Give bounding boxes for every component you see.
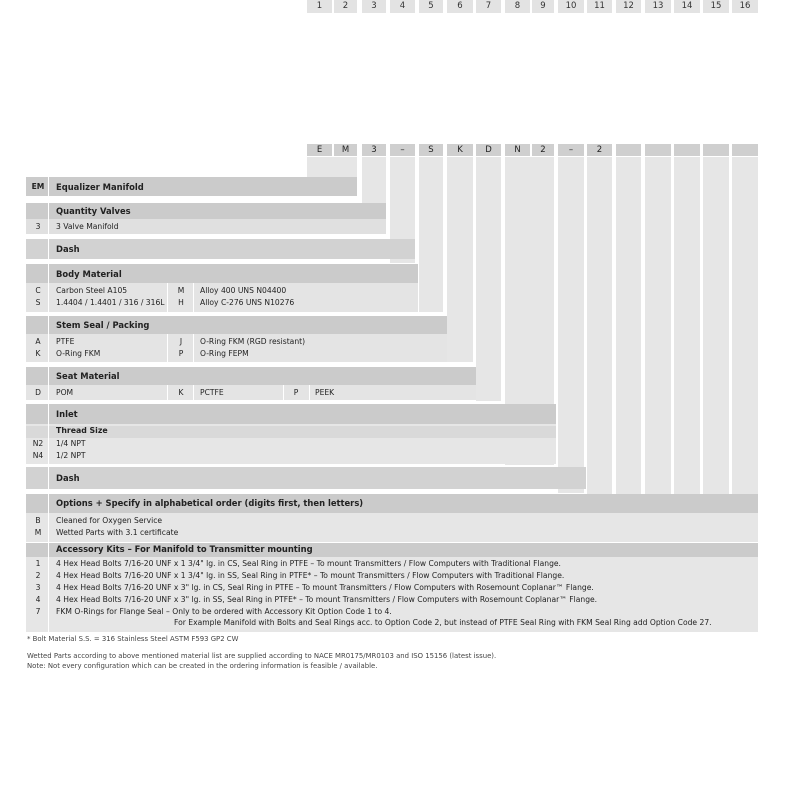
- stem-label-fepm: O-Ring FEPM: [200, 349, 249, 358]
- leader-pos-11: [587, 157, 612, 495]
- dash-2-title: Dash: [56, 473, 80, 483]
- code-column-divider: [48, 177, 49, 632]
- footnote-wetted-parts: Wetted Parts according to above mentioned material list are supplied according to NACE MR0175/MR0103 and ISO 15156 (latest issue).: [27, 652, 497, 660]
- accessory-code-2: 2: [35, 571, 41, 580]
- accessory-code-7: 7: [35, 607, 41, 616]
- stem-code-j: J: [179, 337, 183, 346]
- seat-column-divider-1: [167, 385, 168, 400]
- accessory-label-1: 4 Hex Head Bolts 7/16-20 UNF x 1 3/4" lg. in CS, Seal Ring in PTFE – To mount Transmitters / Flow Computers with Traditional Flange.: [56, 559, 561, 568]
- body-label-c276: Alloy C-276 UNS N10276: [200, 298, 295, 307]
- position-3-header: 3: [362, 0, 386, 13]
- code-box-2: M: [334, 144, 357, 156]
- thread-size-title: Thread Size: [56, 426, 108, 435]
- section-dash-1: [26, 239, 415, 259]
- accessory-code-3: 3: [35, 583, 41, 592]
- code-box-12: [616, 144, 641, 156]
- code-box-9: 2: [532, 144, 554, 156]
- position-12-header: 12: [616, 0, 641, 13]
- body-code-s: S: [35, 298, 41, 307]
- position-11-header: 11: [587, 0, 612, 13]
- leader-pos-16: [732, 157, 758, 495]
- code-box-14: [674, 144, 700, 156]
- stem-column-divider-2: [193, 334, 194, 362]
- accessory-code-1: 1: [35, 559, 41, 568]
- equalizer-code: EM: [31, 182, 45, 191]
- seat-code-d: D: [35, 388, 41, 397]
- footnote-note: Note: Not every configuration which can be created in the ordering information is feasible / available.: [27, 662, 378, 670]
- seat-code-k: K: [178, 388, 184, 397]
- seat-label-peek: PEEK: [315, 388, 335, 397]
- options-label-certificate: Wetted Parts with 3.1 certificate: [56, 528, 179, 537]
- stem-label-fkm: O-Ring FKM: [56, 349, 101, 358]
- accessory-label-2: 4 Hex Head Bolts 7/16-20 UNF x 1 3/4" lg. in SS, Seal Ring in PTFE* – To mount Transmitters / Flow Computers with Traditional Flange.: [56, 571, 565, 580]
- code-box-3: 3: [362, 144, 386, 156]
- leader-pos-7: [476, 157, 501, 401]
- inlet-header-band: [26, 404, 556, 424]
- seat-column-divider-4: [309, 385, 310, 400]
- position-6-header: 6: [447, 0, 473, 13]
- position-2-header: 2: [334, 0, 357, 13]
- stem-title: Stem Seal / Packing: [56, 320, 150, 330]
- quantity-code: 3: [35, 222, 41, 231]
- stem-code-a: A: [35, 337, 41, 346]
- seat-code-p: P: [293, 388, 299, 397]
- position-7-header: 7: [476, 0, 501, 13]
- code-box-8: N: [505, 144, 530, 156]
- quantity-label: 3 Valve Manifold: [56, 222, 119, 231]
- options-code-m: M: [34, 528, 42, 537]
- accessory-label-4: 4 Hex Head Bolts 7/16-20 UNF x 3" lg. in SS, Seal Ring in PTFE* – To mount Transmitters / Flow Computers with Rosemount Coplanar™ Flange.: [56, 595, 598, 604]
- stem-code-p: P: [178, 349, 184, 358]
- body-code-h: H: [178, 298, 184, 307]
- equalizer-title: Equalizer Manifold: [56, 182, 144, 192]
- stem-column-divider: [167, 334, 168, 362]
- inlet-label-half-npt: 1/2 NPT: [56, 451, 86, 460]
- body-column-divider-2: [193, 283, 194, 312]
- footnote-bolt-material: * Bolt Material S.S. = 316 Stainless Steel ASTM F593 GP2 CW: [27, 635, 239, 643]
- accessory-code-4: 4: [35, 595, 41, 604]
- options-title: Options + Specify in alphabetical order (digits first, then letters): [56, 498, 364, 508]
- options-code-b: B: [35, 516, 41, 525]
- leader-pos-12: [616, 157, 641, 495]
- inlet-code-n2: N2: [32, 439, 44, 448]
- body-title: Body Material: [56, 269, 122, 279]
- accessory-label-7: FKM O-Rings for Flange Seal – Only to be ordered with Accessory Kit Option Code 1 to 4.: [56, 607, 392, 616]
- body-column-divider: [167, 283, 168, 312]
- section-dash-2: [26, 467, 586, 489]
- stem-code-k: K: [35, 349, 41, 358]
- code-box-13: [645, 144, 671, 156]
- options-label-oxygen: Cleaned for Oxygen Service: [56, 516, 163, 525]
- inlet-title: Inlet: [56, 409, 78, 419]
- position-5-header: 5: [419, 0, 443, 13]
- body-code-c: C: [35, 286, 41, 295]
- leader-pos-15: [703, 157, 729, 495]
- position-9-header: 9: [532, 0, 554, 13]
- inlet-label-quarter-npt: 1/4 NPT: [56, 439, 86, 448]
- position-4-header: 4: [390, 0, 415, 13]
- accessory-label-3: 4 Hex Head Bolts 7/16-20 UNF x 3" lg. in CS, Seal Ring in PTFE – To mount Transmitters / Flow Computers with Rosemount Coplanar™ Flange.: [56, 583, 594, 592]
- body-label-alloy400: Alloy 400 UNS N04400: [200, 286, 287, 295]
- quantity-title: Quantity Valves: [56, 206, 131, 216]
- code-box-4: –: [390, 144, 415, 156]
- seat-label-pctfe: PCTFE: [200, 388, 224, 397]
- inlet-code-n4: N4: [32, 451, 44, 460]
- position-14-header: 14: [674, 0, 700, 13]
- position-16-header: 16: [732, 0, 758, 13]
- body-code-m: M: [177, 286, 185, 295]
- position-1-header: 1: [307, 0, 332, 13]
- position-15-header: 15: [703, 0, 729, 13]
- position-10-header: 10: [558, 0, 584, 13]
- seat-column-divider-2: [193, 385, 194, 400]
- code-box-6: K: [447, 144, 473, 156]
- dash-1-title: Dash: [56, 244, 80, 254]
- code-box-7: D: [476, 144, 501, 156]
- leader-pos-5: [419, 157, 443, 312]
- leader-pos-14: [674, 157, 700, 495]
- position-13-header: 13: [645, 0, 671, 13]
- stem-label-ptfe: PTFE: [56, 337, 75, 346]
- leader-pos-6: [447, 157, 473, 362]
- position-8-header: 8: [505, 0, 530, 13]
- code-box-15: [703, 144, 729, 156]
- seat-title: Seat Material: [56, 371, 120, 381]
- seat-column-divider-3: [283, 385, 284, 400]
- stem-label-fkm-rgd: O-Ring FKM (RGD resistant): [200, 337, 306, 346]
- body-label-stainless: 1.4404 / 1.4401 / 316 / 316L: [56, 298, 165, 307]
- code-box-5: S: [419, 144, 443, 156]
- code-box-11: 2: [587, 144, 612, 156]
- code-box-16: [732, 144, 758, 156]
- seat-label-pom: POM: [56, 388, 74, 397]
- code-box-10: –: [558, 144, 584, 156]
- leader-pos-10: [558, 157, 584, 493]
- accessory-title: Accessory Kits – For Manifold to Transmitter mounting: [56, 544, 313, 554]
- leader-pos-13: [645, 157, 671, 495]
- body-label-carbon: Carbon Steel A105: [56, 286, 128, 295]
- accessory-example-note: For Example Manifold with Bolts and Seal Rings acc. to Option Code 2, but instead of PTFE Seal Ring with FKM Seal Ring add Option Code 27.: [174, 618, 712, 627]
- code-box-1: E: [307, 144, 332, 156]
